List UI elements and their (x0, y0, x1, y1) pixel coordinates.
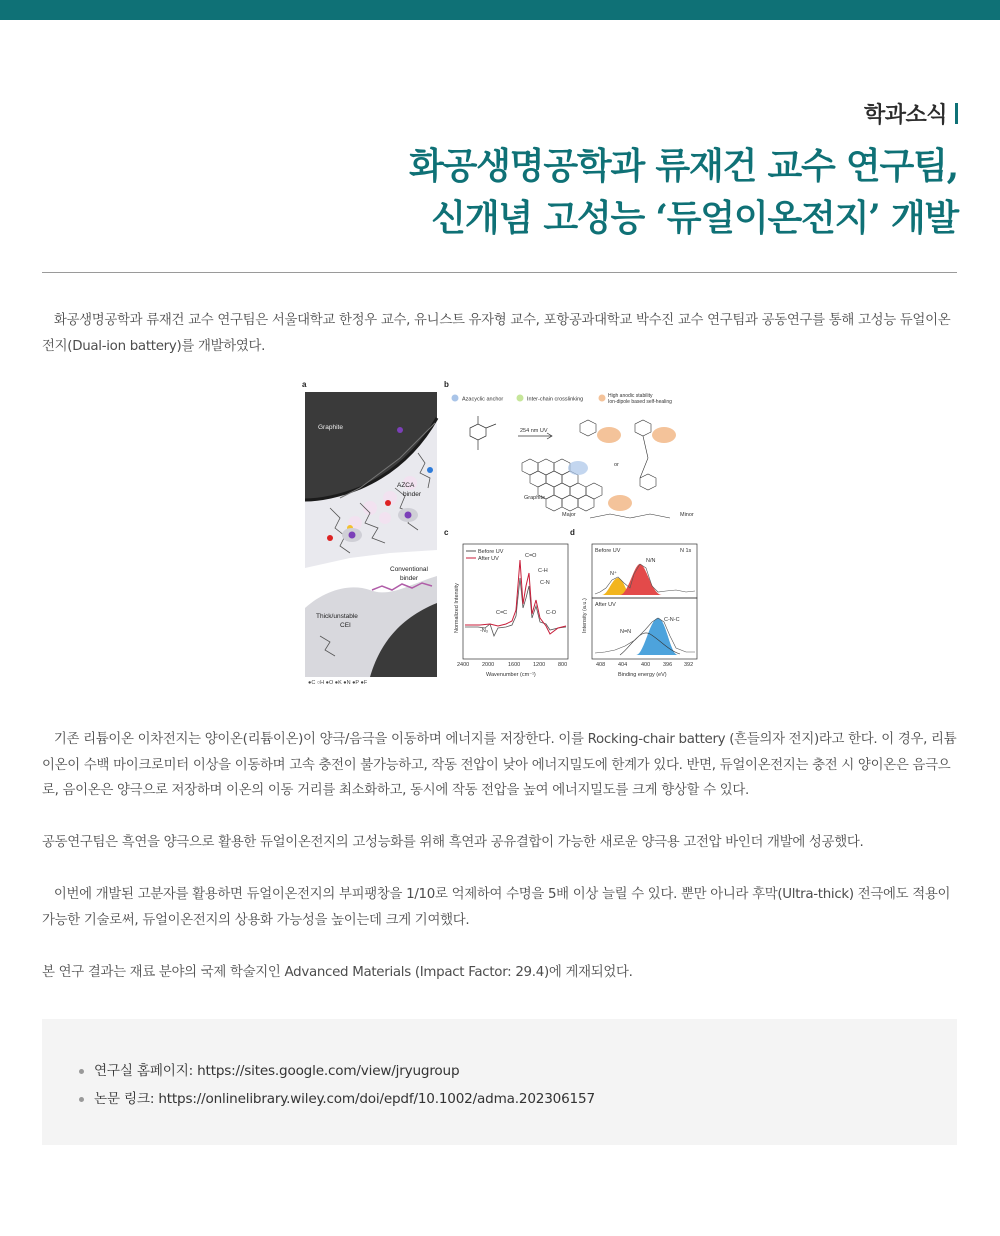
c-legend-before: Before UV (478, 549, 504, 555)
d-neqn-label: N=N (620, 629, 632, 635)
d-n1s-label: N 1s (680, 548, 692, 554)
d-tick-2: 400 (641, 662, 651, 668)
d-ylabel: Intensity (a.u.) (582, 598, 588, 633)
paragraph-development: 공동연구팀은 흑연을 양극으로 활용한 듀얼이온전지의 고성능화를 위해 흑연과 공유결합이 가능한 새로운 양극용 고전압 바인더 개발에 성공했다. (42, 835, 864, 850)
bullet-icon (79, 1097, 84, 1102)
links-list (42, 1019, 957, 1113)
paper-link[interactable]: 논문 링크: https://onlinelibrary.wiley.com/doi/epdf/10.1002/adma.202306157 (94, 1091, 595, 1107)
c-peak-co2: C-O (546, 610, 557, 616)
atom-legend: ●C ○H ●O ●K ●N ●P ●F (308, 680, 368, 686)
d-blue-peak (636, 618, 678, 655)
c-tick-4: 800 (558, 662, 568, 668)
links-box (42, 1019, 957, 1145)
major-label: Major (562, 512, 576, 518)
c-peak-ch: C-H (538, 568, 548, 574)
paragraph-intro: 화공생명공학과 류재건 교수 연구팀은 서울대학교 한정우 교수, 유니스트 유자형 교수, 포항공과대학교 박수진 교수 연구팀과 공동연구를 통해 고성능 듀얼이온전지(Dual-ion battery)를 개발하였다. (42, 313, 951, 354)
c-ylabel: Normalized Intensity (454, 583, 460, 633)
uv-label: 254 nm UV (520, 428, 548, 434)
d-after-label: After UV (595, 602, 616, 608)
c-peak-cc: C=C (496, 610, 508, 616)
d-tick-3: 396 (663, 662, 673, 668)
c-tick-3: 1200 (533, 662, 546, 668)
paragraph-publication: 본 연구 결과는 재료 분야의 국제 학술지인 Advanced Materials (Impact Factor: 29.4)에 게재되었다. (42, 965, 633, 980)
d-cnc-label: C-N-C (664, 617, 680, 623)
c-legend-after: After UV (478, 556, 499, 562)
graphite-label: Graphite (318, 424, 343, 431)
legend-azacyclic: Azacyclic anchor (462, 396, 504, 403)
panel-b-label: b (444, 380, 449, 389)
c-after-uv-line (465, 560, 566, 634)
top-accent-bar (0, 0, 1000, 20)
paragraph-impact: 이번에 개발된 고분자를 활용하면 듀얼이온전지의 부피팽창을 1/10로 억제하여 수명을 5배 이상 늘릴 수 있다. 뿐만 아니라 후막(Ultra-thick) 전극에도 적용이 가능한 기술로써, 듀얼이온전지의 상용화 가능성을 높이는데 크게 기여했다. (42, 887, 955, 928)
conventional-label-1: Conventional (390, 566, 428, 573)
homepage-link-item[interactable] (78, 1057, 957, 1085)
category-label: 학과소식 (864, 98, 958, 129)
legend-crosslinking: Inter-chain crosslinking (527, 396, 584, 403)
cei-label-2: CEI (340, 622, 351, 629)
cei-label-1: Thick/unstable (316, 613, 358, 620)
d-red-peak (620, 564, 662, 595)
c-peak-n3: -N₃ (480, 628, 489, 634)
c-peak-cn: C-N (540, 580, 550, 586)
d-xlabel: Binding energy (eV) (618, 672, 667, 678)
legend-anodic-1: High anodic stability (608, 393, 653, 399)
c-tick-2: 1600 (508, 662, 521, 668)
c-xlabel: Wavenumber (cm⁻¹) (486, 672, 536, 678)
research-figure (300, 378, 710, 688)
d-tick-1: 404 (618, 662, 628, 668)
paper-link-item[interactable] (78, 1085, 957, 1113)
article-title (58, 140, 958, 244)
homepage-link[interactable]: 연구실 홈페이지: https://sites.google.com/view/jryugroup (94, 1063, 460, 1079)
conventional-label-2: binder (400, 575, 419, 582)
bullet-icon (79, 1069, 84, 1074)
azca-label-2: binder (403, 491, 422, 498)
paragraph-background: 기존 리튬이온 이차전지는 양이온(리튬이온)이 양극/음극을 이동하며 에너지를 저장한다. 이를 Rocking-chair battery (흔들의자 전지)라고 한다. 이 경우, 리튬이온이 수백 마이크로미터 이상을 이동하며 고속 충전이 불가능하고, 작동 전압이 낮아 에너지밀도에 한계가 있다. 반면, 듀얼이온전지는 충전 시 양이온은 음극으로, 음이온은 양극으로 저장하며 이온의 이동 거리를 최소화하고, 동시에 작동 전압을 높여 에너지밀도를 크게 향상할 수 있다. (42, 732, 957, 798)
d-nplus-label: N⁺ (610, 571, 617, 577)
title-line-2: 신개념 고성능 ‘듀얼이온전지’ 개발 (431, 197, 958, 239)
title-divider (42, 272, 957, 273)
panel-c-label: c (444, 528, 449, 537)
d-tick-4: 392 (684, 662, 694, 668)
c-tick-0: 2400 (457, 662, 470, 668)
azca-label-1: AZCA (397, 482, 415, 489)
category-divider (955, 103, 958, 124)
d-tick-0: 408 (596, 662, 606, 668)
graphite-b-label: Graphite (524, 495, 546, 501)
minor-label: Minor (680, 512, 694, 518)
title-line-1: 화공생명공학과 류재건 교수 연구팀, (409, 145, 958, 187)
panel-d-label: d (570, 528, 575, 537)
d-nn-label: N/N (646, 558, 656, 564)
c-tick-1: 2000 (482, 662, 495, 668)
panel-a-label: a (302, 380, 307, 389)
c-peak-co: C=O (525, 553, 537, 559)
or-label: or (614, 462, 619, 468)
legend-anodic-2: Ion-dipole based self-healing (608, 399, 672, 405)
d-before-label: Before UV (595, 548, 621, 554)
